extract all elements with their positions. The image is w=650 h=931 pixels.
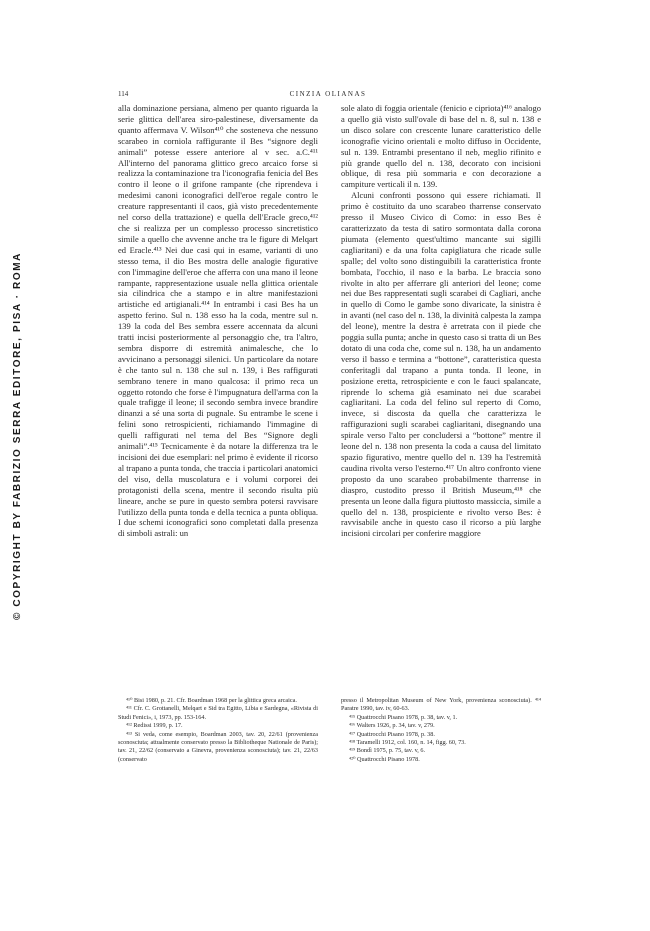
body-column-right xyxy=(341,103,541,539)
footnote: ⁴¹⁰ Bisi 1980, p. 21. Cfr. Boardman 1968 per la glittica greca arcaica. xyxy=(126,697,297,704)
footnote: ⁴¹⁸ Taramelli 1912, col. 160, n. 14, figg. 60, 73. xyxy=(349,739,466,747)
footnote: ⁴¹⁵ Quattrocchi Pisano 1978, p. 38, tav. v, 1. xyxy=(349,713,458,721)
footnotes-left xyxy=(118,697,318,764)
footnote: presso il Metropolitan Museum of New York, provenienza sconosciuta). ⁴¹⁴ Paratre 1990, tav. iv, 60-63. xyxy=(341,697,541,713)
page-header xyxy=(118,90,538,102)
running-head: CINZIA OLIANAS xyxy=(289,90,367,98)
paragraph: Alcuni confronti possono qui essere richiamati. Il primo è costituito da uno scarabeo tharrense conservato presso il Museo Civico di Como: in esso Bes è caratterizzato da testa di satiro sormontata dalla corona piumata (elemento quest'ultimo mancante sui sigilli cagliaritani) e da una folta capigliatura che ricade sulle spalle; del volto sono distinguibili la caratteristica fronte bombata, l'occhio, il naso e la barba. Le braccia sono rivolte in alto per afferrare gli anteriori del leone; come nei due Bes rappresentati sugli scarabei di Cagliari, anche in quello di Como le gambe sono divaricate, la sinistra è in avanti (nel caso del n. 138, la divinità calpesta la zampa del leone), mentre la destra è arretrata con il piede che poggia sulla punta; anche in questo caso si tratta di un Bes dotato di una coda che, come sul n. 138, ha un andamento verso il basso e termina a “bottone”, caratteristica questa conferitagli dal trapano a punta tonda. Il leone, in posizione eretta, retrospiciente e con le fauci spalancate, riprende lo schema già esaminato nei due scarabei cagliaritani. La coda del felino sul reperto di Como, invece, si discosta da quella che caratterizza le raffigurazioni sugli scarabei cagliaritani, disegnando una spirale verso l'alto per concludersi a “bottone” mentre il leone del n. 138 non presenta la coda a causa del limitato spazio figurativo, mentre quello del n. 139 ha l'estremità caudina rivolta verso l'esterno.⁴¹⁷ Un altro confronto viene proposto da uno scarabeo probabilmente tharrense in diaspro, custodito presso il British Museum,⁴¹⁸ che presenta un leone dalla figura piuttosto massiccia, simile a quello del n. 138, prospiciente e rivolto verso Bes: è ravvisabile anche in questo caso il ricorso a più larghe incisioni circolari per conferire maggiore xyxy=(341,190,541,539)
copyright-watermark: © COPYRIGHT BY FABRIZIO SERRA EDITORE, PISA · ROMA xyxy=(12,252,23,620)
footnotes-right xyxy=(341,697,541,764)
body-column-left xyxy=(118,103,318,539)
page-number: 114 xyxy=(118,90,129,98)
paragraph: alla dominazione persiana, almeno per quanto riguarda la serie glittica dell'area siro-palestinese, diversamente da quanto affermava V. Wilson⁴¹⁰ che sosteneva che nessuno scarabeo in corniola raffigurante il Bes “signore degli animali” potesse essere anteriore al v sec. a.C.⁴¹¹ All'interno del panorama glittico greco arcaico forse si realizza la contaminazione tra l'iconografia fenicia del Bes contro il leone o il grifone rampante (che riprendeva i medesimi canoni iconografici dell'eroe regale contro le creature rappresentanti il caos, già visto precedentemente nel corso della trattazione) e quella dell'Eracle greco,⁴¹² che si realizza per un complesso processo sincretistico simile a quello che avvenne anche tra le figure di Melqart ed Eracle.⁴¹³ Nei due casi qui in esame, varianti di uno stesso tema, il dio Bes mostra delle analogie figurative con l'immagine dell'eroe che afferra con una mano il leone rampante, rappresentazione usuale nella glittica orientale sia cilindrica che a stampo e in altre manifestazioni artistiche ed artigianali.⁴¹⁴ In entrambi i casi Bes ha un aspetto ferino. Sul n. 138 esso ha la coda, mentre sul n. 139 la coda del Bes sembra essere accennata da alcuni tratti incisi posteriormente al personaggio che, tra l'altro, sembra disporre di estremità animalesche, che lo avvicinano a personaggi silenici. Un particolare da notare è che tanto sul n. 138 che sul n. 139, i Bes raffigurati sembrano tenere in mano qualcosa: il primo reca un oggetto rotondo che forse è l'impugnatura dell'arma con la quale trafigge il leone; il secondo sembra invece brandire dinanzi a sé una sorta di pugnale. Su entrambe le scene i felini sono retrospicienti, richiamando l'immagine di quelli raffigurati nel tema del Bes “Signore degli animali”.⁴¹⁵ Tecnicamente è da notare la differenza tra le incisioni dei due esemplari: nel primo è evidente il ricorso al trapano a punta tonda, che traccia i particolari anatomici del viso, della muscolatura e i volumi corporei dei protagonisti della scena, mentre il secondo risulta più lineare, anche se pure in questo sembra potersi ravvisare l'utilizzo della punta tonda e della tecnica a punta obliqua. I due schemi iconografici sono completati dalla presenza di simboli astrali: un xyxy=(118,103,318,539)
footnote: ⁴¹³ Si veda, come esempio, Boardman 2003, tav. 20, 22/61 (provenienza sconosciuta; attualmente conservato presso la Bibliotheque Nationale de Paris); tav. 21, 22/62 (conservato a Ginevra, provenienza sconosciuta); tav. 21, 22/63 (conservato xyxy=(118,730,318,763)
footnote: ⁴¹⁷ Quattrocchi Pisano 1978, p. 38. xyxy=(349,730,435,738)
footnote: ⁴²⁰ Quattrocchi Pisano 1978. xyxy=(349,755,420,763)
paragraph: sole alato di foggia orientale (fenicio e cipriota)⁴¹⁶ analogo a quello già visto sull'ovale di base del n. 8, sul n. 138 e un disco solare con crescente lunare caratteristico delle iconografie vicino orientali e molto diffuso in Occidente, sul n. 139. Entrambi presentano il neb, meglio rifinito e più grande quello del n. 138, decorato con incisioni oblique, di resa più sommaria e con decorazione a campiture verticali il n. 139. xyxy=(341,103,541,190)
footnote: ⁴¹² Redissi 1999, p. 17. xyxy=(126,722,183,730)
footnote: ⁴¹¹ Cfr. C. Grottanelli, Melqart e Sid tra Egitto, Libia e Sardegna, «Rivista di Studi Fenici», i, 1973, pp. 153-164. xyxy=(118,705,318,721)
footnote: ⁴¹⁶ Walters 1926, p. 34, tav. v, 279. xyxy=(349,722,435,730)
footnote: ⁴¹⁹ Bondì 1975, p. 75, tav. v, 6. xyxy=(349,747,426,755)
